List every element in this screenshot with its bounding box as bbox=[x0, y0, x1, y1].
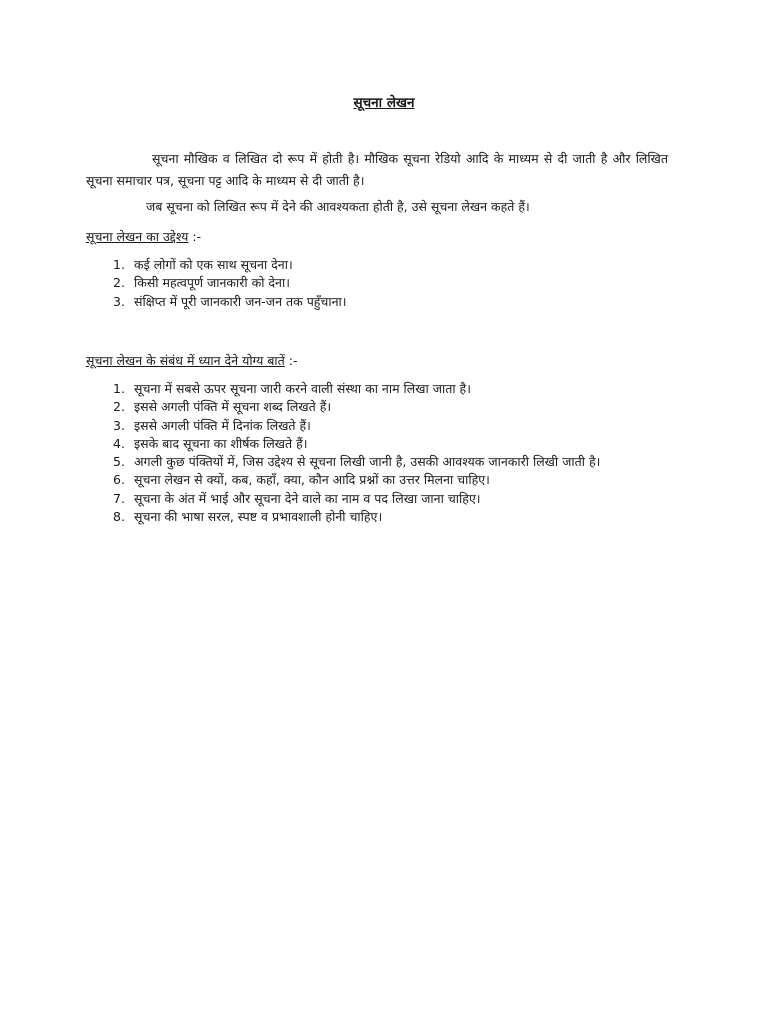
list-item-text: इसके बाद सूचना का शीर्षक लिखते हैं। bbox=[134, 435, 308, 451]
list-item-number: 3. bbox=[113, 293, 125, 309]
list-item bbox=[86, 490, 666, 508]
list-item bbox=[86, 453, 666, 471]
list-item bbox=[86, 398, 666, 416]
document-title: सूचना लेखन bbox=[353, 95, 415, 111]
list-item-number: 3. bbox=[113, 417, 125, 433]
list-item-text: कई लोगों को एक साथ सूचना देना। bbox=[134, 257, 293, 272]
list-item bbox=[86, 293, 666, 311]
list-item bbox=[86, 417, 666, 435]
list-item-number: 5. bbox=[113, 454, 125, 470]
list-item-number: 6. bbox=[113, 472, 125, 488]
list-item-number: 2. bbox=[113, 399, 125, 415]
list-item bbox=[86, 274, 666, 292]
list-item-number: 7. bbox=[113, 490, 125, 506]
guidelines-list bbox=[86, 380, 666, 526]
section-heading-suffix: :- bbox=[188, 229, 202, 244]
list-item-text: सूचना में सबसे ऊपर सूचना जारी करने वाली संस्था का नाम लिखा जाता है। bbox=[134, 381, 471, 396]
list-item-text: सूचना के अंत में भाई और सूचना देने वाले का नाम व पद लिखा जाना चाहिए। bbox=[134, 490, 481, 506]
purpose-list bbox=[86, 256, 666, 311]
list-item-number: 4. bbox=[113, 435, 125, 451]
list-item-number: 8. bbox=[113, 509, 125, 525]
list-item-text: किसी महत्वपूर्ण जानकारी को देना। bbox=[134, 275, 290, 291]
list-item bbox=[86, 508, 666, 526]
list-item-number: 2. bbox=[113, 275, 125, 291]
list-item bbox=[86, 380, 666, 398]
list-item bbox=[86, 256, 666, 274]
section-heading-guidelines bbox=[86, 352, 298, 370]
list-item-text: संक्षिप्त में पूरी जानकारी जन-जन तक पहुँचाना। bbox=[134, 293, 347, 309]
section-heading-suffix: :- bbox=[284, 353, 298, 368]
list-item-text: सूचना लेखन से क्यों, कब, कहाँ, क्या, कौन आदि प्रश्नों का उत्तर मिलना चाहिए। bbox=[134, 472, 490, 488]
intro-paragraph: सूचना मौखिक व लिखित दो रूप में होती है। मौखिक सूचना रेडियो आदि के माध्यम से दी जाती है और लिखित सूचना समाचार पत्र, सूचना पट्ट आदि के माध्यम से दी जाती है। bbox=[86, 151, 668, 188]
list-item-text: सूचना की भाषा सरल, स्पष्ट व प्रभावशाली होनी चाहिए। bbox=[134, 509, 383, 525]
list-item-text: अगली कुछ पंक्तियों में, जिस उद्देश्य से सूचना लिखी जानी है, उसकी आवश्यक जानकारी लिखी जाती है। bbox=[134, 454, 601, 470]
definition-paragraph: जब सूचना को लिखित रूप में देने की आवश्यकता होती है, उसे सूचना लेखन कहते हैं। bbox=[146, 199, 530, 214]
list-item-text: इससे अगली पंक्ति में दिनांक लिखते हैं। bbox=[134, 417, 311, 433]
section-heading-purpose bbox=[86, 228, 201, 246]
section-heading-text: सूचना लेखन का उद्देश्य bbox=[86, 229, 189, 244]
list-item bbox=[86, 471, 666, 489]
list-item-number: 1. bbox=[113, 381, 125, 396]
list-item-text: इससे अगली पंक्ति में सूचना शब्द लिखते हैं। bbox=[134, 399, 332, 415]
list-item bbox=[86, 435, 666, 453]
list-item-number: 1. bbox=[113, 257, 125, 272]
section-heading-text: सूचना लेखन के संबंध में ध्यान देने योग्य बातें bbox=[86, 353, 285, 368]
